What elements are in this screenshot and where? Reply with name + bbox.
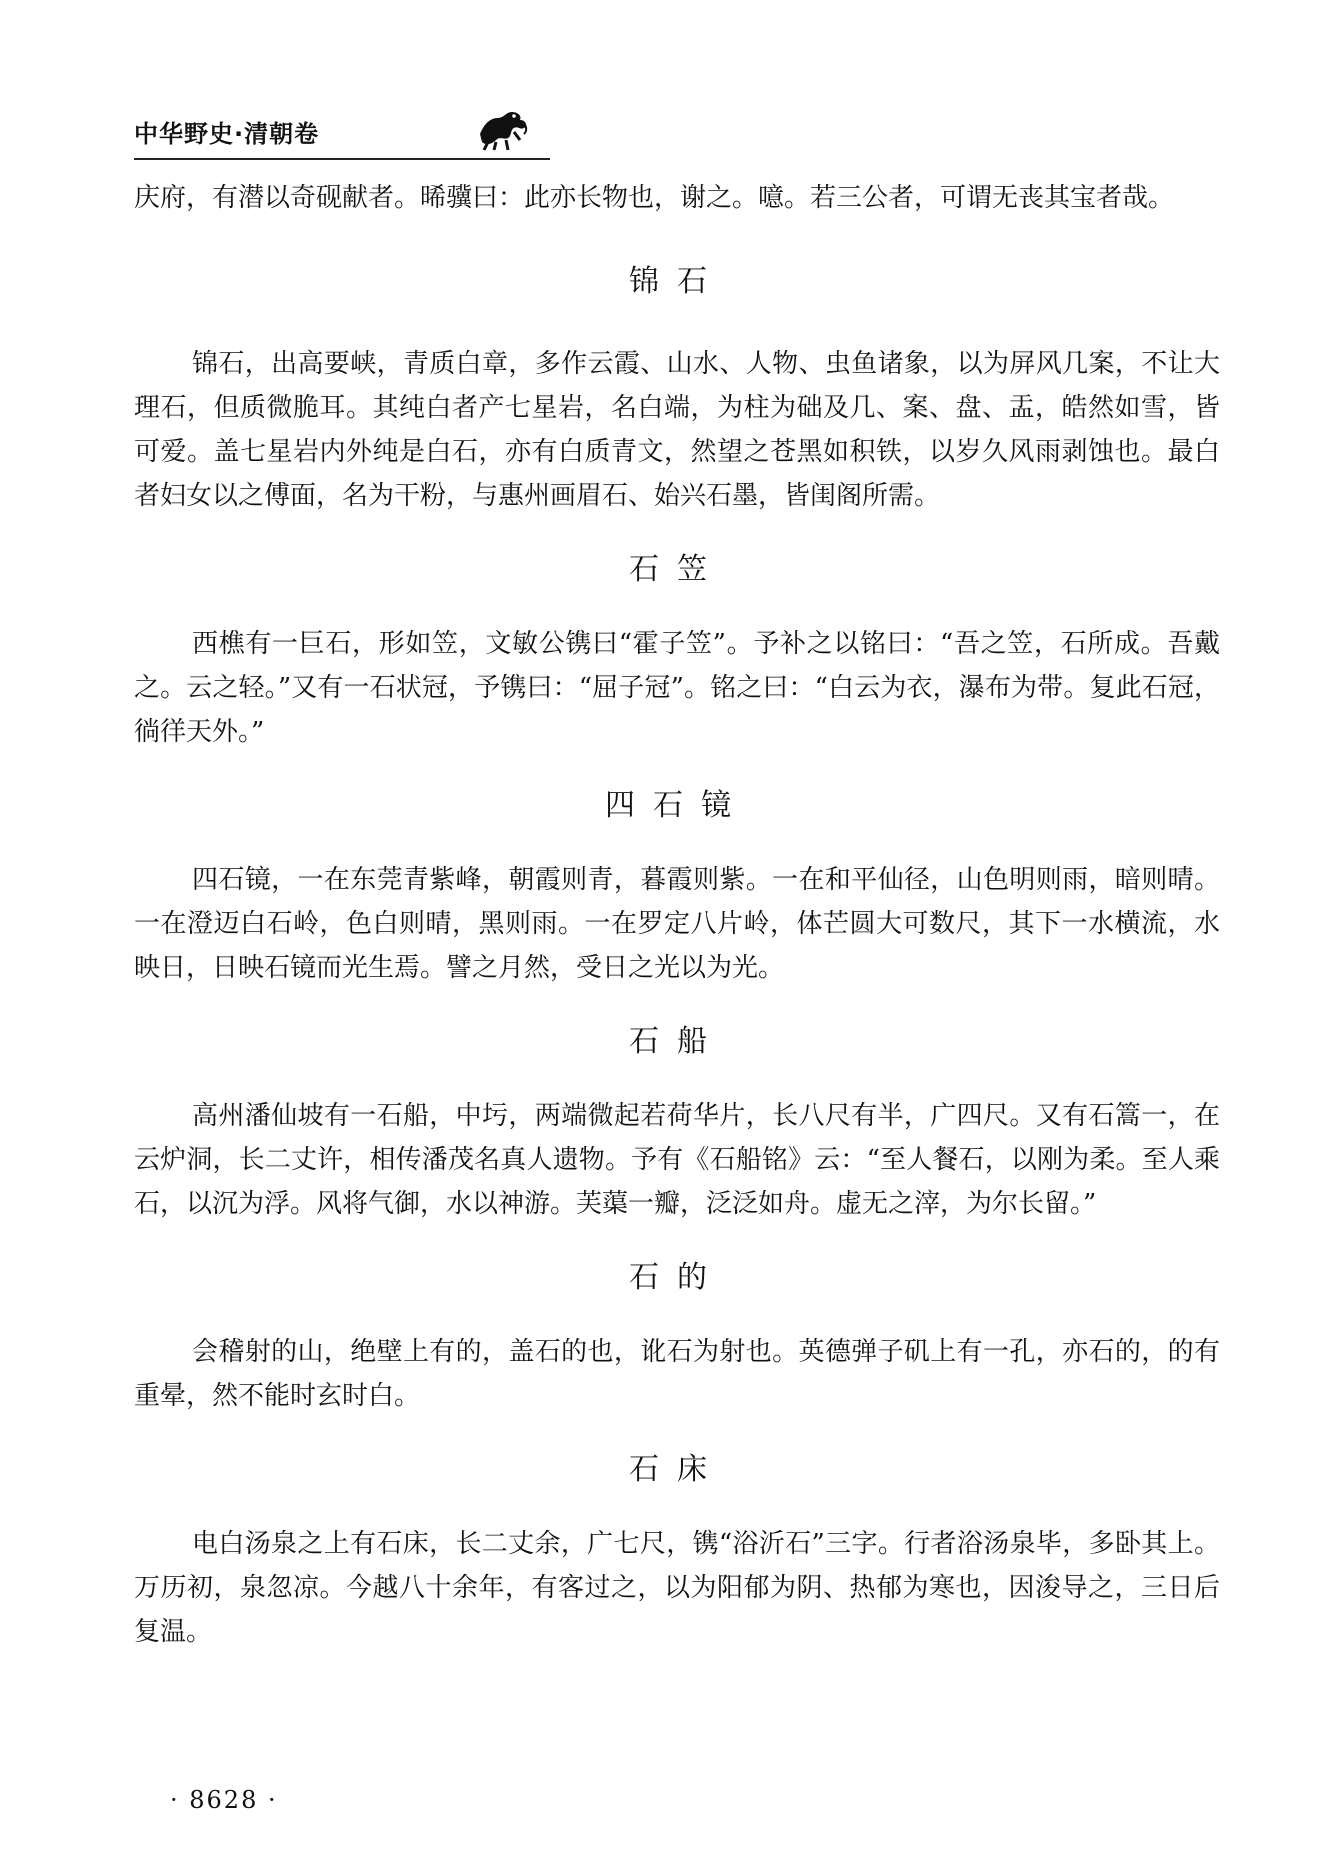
- section-body-jinshi: 锦石，出高要峡，青质白章，多作云霞、山水、人物、虫鱼诸象，以为屏风几案，不让大理石，但质微脆耳。其纯白者产七星岩，名白端，为柱为础及几、案、盘、盂，皓然如雪，皆可爱。盖七星岩内外纯是白石，亦有白质青文，然望之苍黑如积铁，以岁久风雨剥蚀也。最白者妇女以之傅面，名为干粉，与惠州画眉石、始兴石墨，皆闺阁所需。: [134, 349, 1220, 511]
- dragon-emblem-icon: [474, 104, 530, 152]
- section-title-jinshi: 锦石: [629, 264, 725, 299]
- running-header: [134, 110, 550, 160]
- intro-paragraph: 庆府，有潜以奇砚献者。晞骥曰：此亦长物也，谢之。噫。若三公者，可谓无丧其宝者哉。: [134, 183, 1175, 213]
- book-title: 中华野史·清朝卷: [134, 120, 320, 148]
- section-title-shichuang: 石床: [629, 1452, 725, 1487]
- section-body-shichuang: 电白汤泉之上有石床，长二丈余，广七尺，镌“浴沂石”三字。行者浴汤泉毕，多卧其上。万历初，泉忽凉。今越八十余年，有客过之，以为阳郁为阴、热郁为寒也，因浚导之，三日后复温。: [134, 1529, 1220, 1647]
- section-title-shili: 石笠: [629, 552, 725, 587]
- section-title-shidi: 石的: [629, 1260, 725, 1295]
- page-content: [134, 176, 1220, 1654]
- section-body-sishijing: 四石镜，一在东莞青紫峰，朝霞则青，暮霞则紫。一在和平仙径，山色明则雨，暗则晴。一在澄迈白石岭，色白则晴，黑则雨。一在罗定八片岭，体芒圆大可数尺，其下一水横流，水映日，日映石镜而光生焉。譬之月然，受日之光以为光。: [134, 865, 1220, 983]
- section-body-shichuan: 高州潘仙坡有一石船，中圬，两端微起若荷华片，长八尺有半，广四尺。又有石篙一，在云炉洞，长二丈许，相传潘茂名真人遗物。予有《石船铭》云：“至人餐石，以刚为柔。至人乘石，以沉为浮。风将气御，水以神游。芙蕖一瓣，泛泛如舟。虚无之滓，为尔长留。”: [134, 1101, 1220, 1219]
- section-body-shili: 西樵有一巨石，形如笠，文敏公镌曰“霍子笠”。予补之以铭曰：“吾之笠，石所成。吾戴之。云之轻。”又有一石状冠，予镌曰：“屈子冠”。铭之曰：“白云为衣，瀑布为带。复此石冠，徜徉天外。”: [134, 629, 1220, 747]
- header-rule: [134, 158, 550, 160]
- section-title-shichuan: 石船: [629, 1024, 725, 1059]
- section-body-shidi: 会稽射的山，绝壁上有的，盖石的也，讹石为射也。英德弹子矶上有一孔，亦石的，的有重晕，然不能时玄时白。: [134, 1337, 1220, 1411]
- section-title-sishijing: 四石镜: [605, 788, 749, 823]
- page-number: · 8628 ·: [170, 1786, 278, 1814]
